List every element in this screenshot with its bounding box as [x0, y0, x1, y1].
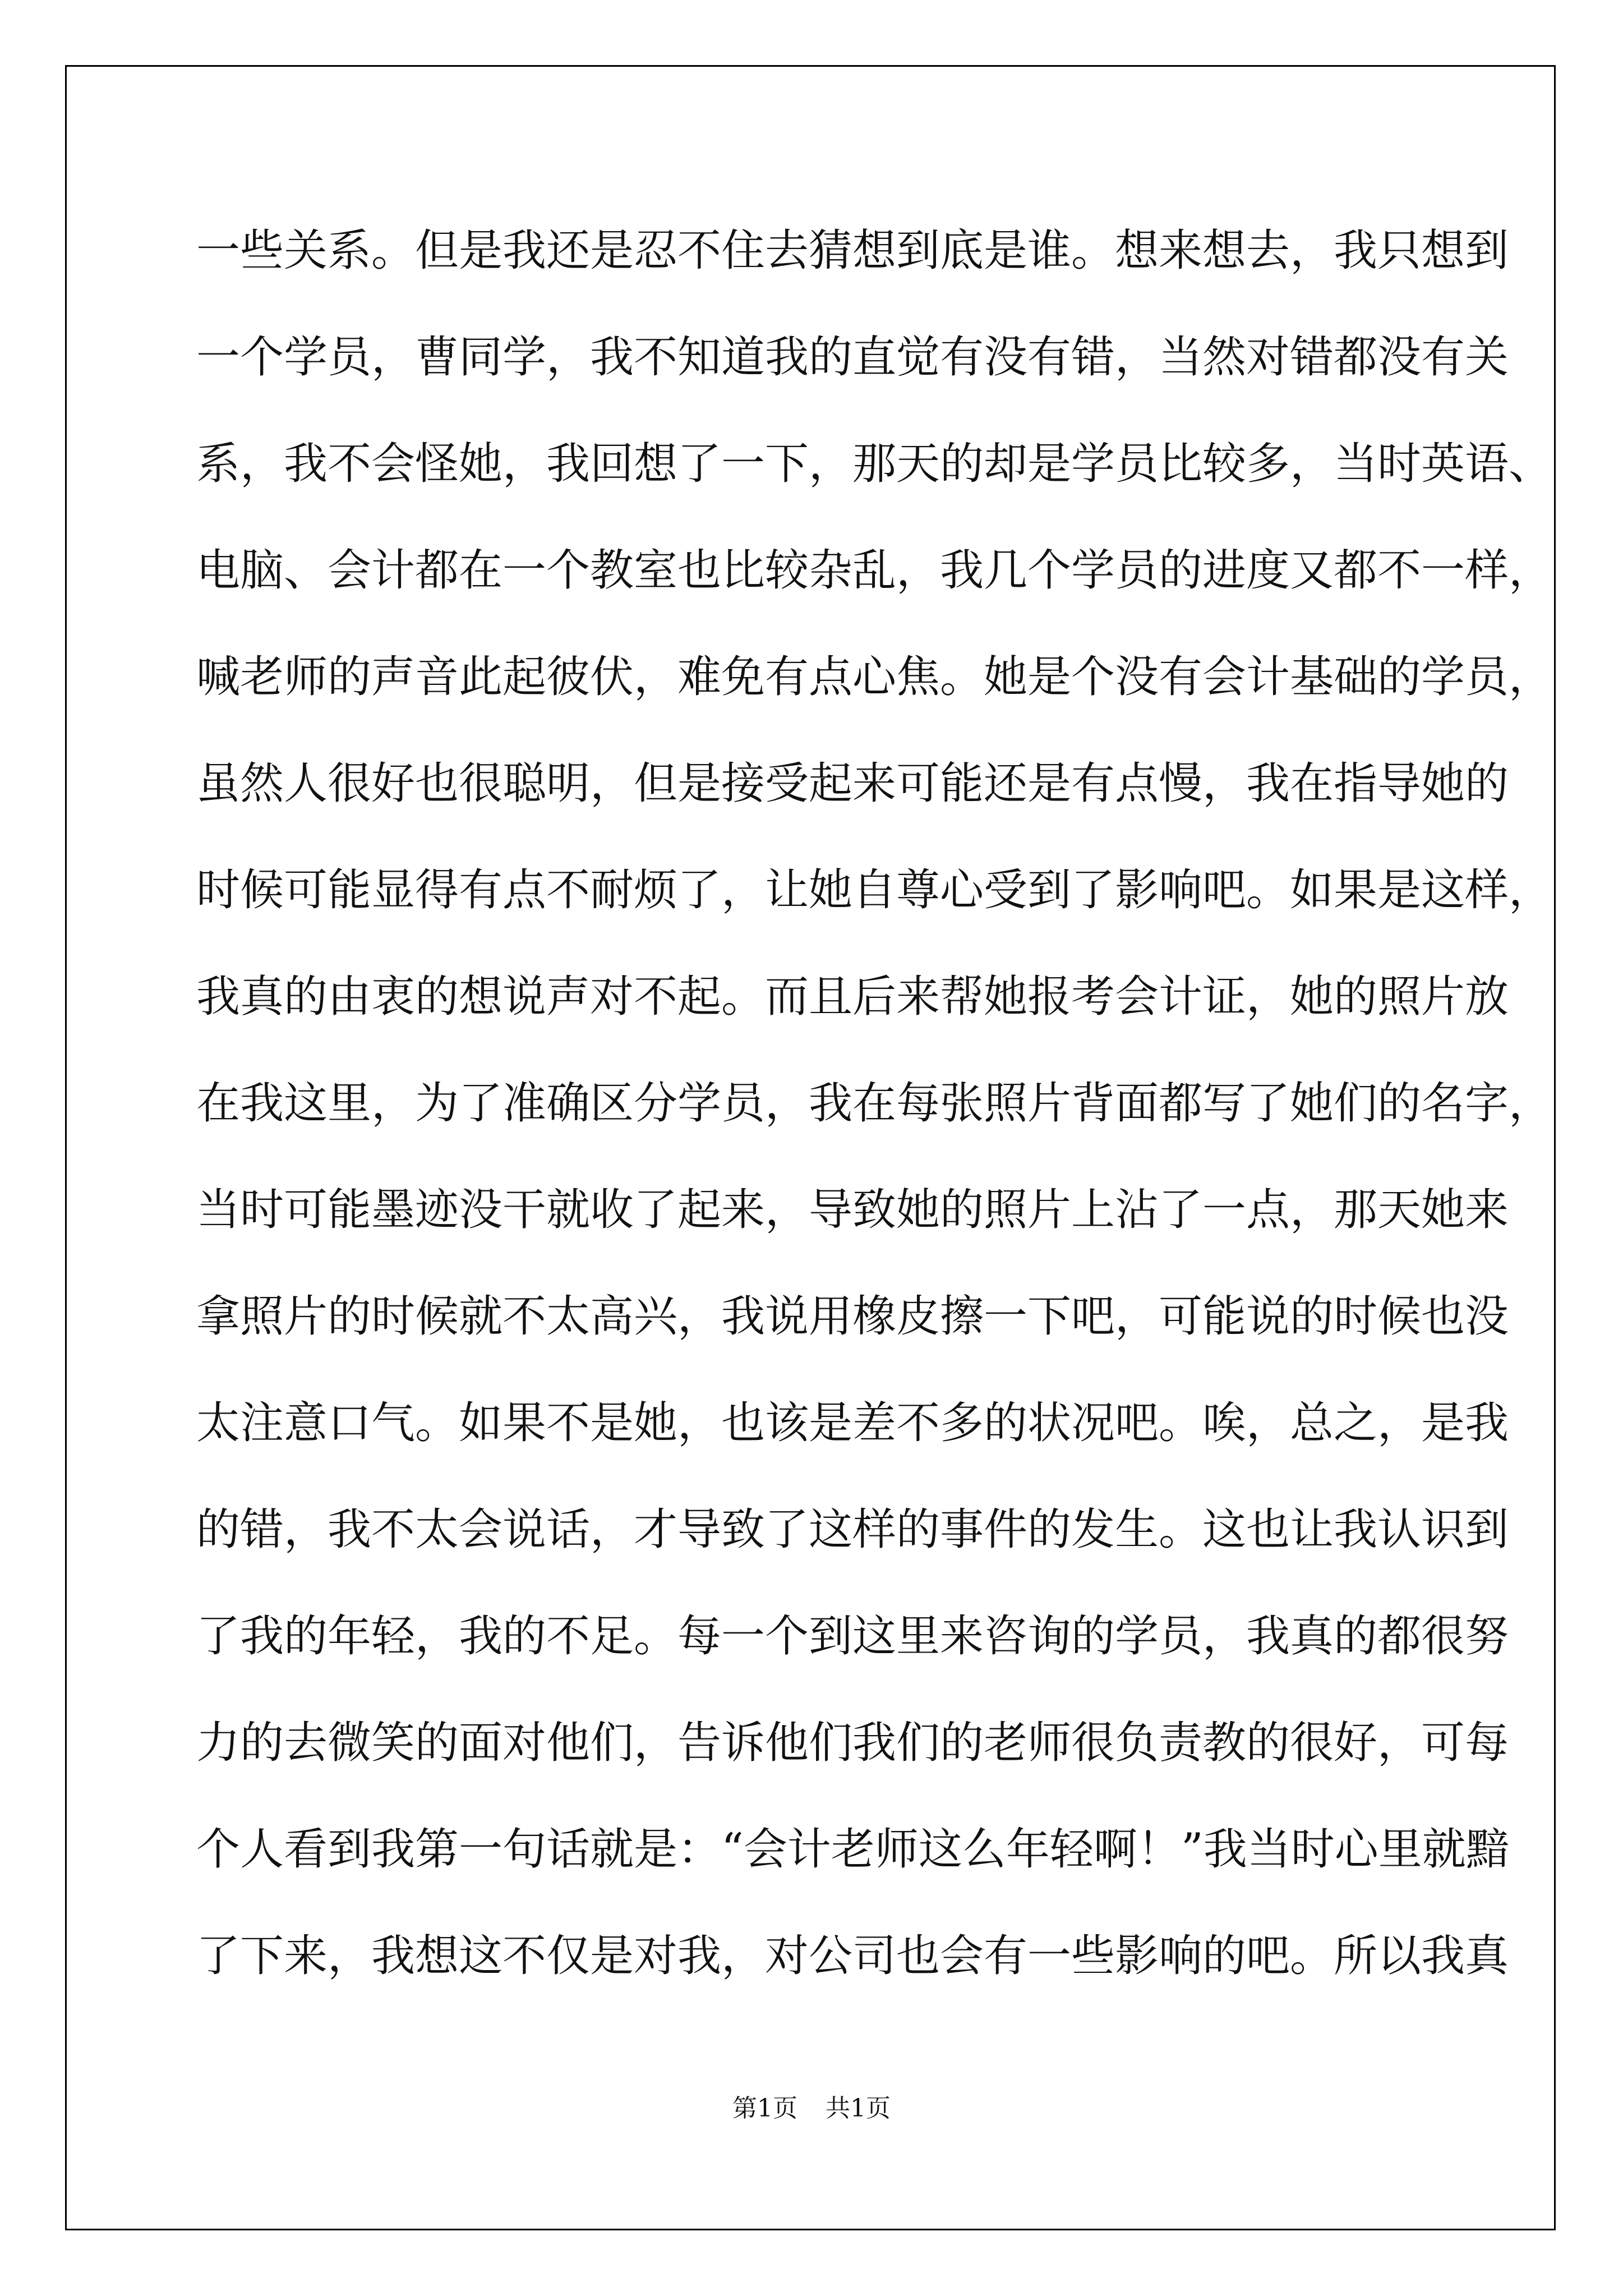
text-line: 的错，我不太会说话，才导致了这样的事件的发生。这也让我认识到 [196, 1504, 1509, 1555]
text-line: 虽然人很好也很聪明，但是接受起来可能还是有点慢，我在指导她的 [196, 758, 1509, 809]
text-line: 系，我不会怪她，我回想了一下，那天的却是学员比较多，当时英语、 [196, 439, 1553, 489]
text-line: 时候可能显得有点不耐烦了，让她自尊心受到了影响吧。如果是这样， [196, 865, 1553, 915]
text-line: 太注意口气。如果不是她，也该是差不多的状况吧。唉，总之，是我 [196, 1398, 1509, 1448]
text-line: 了下来，我想这不仅是对我，对公司也会有一些影响的吧。所以我真 [196, 1931, 1509, 1981]
page-number: 第1页 [732, 2094, 797, 2123]
text-line: 一些关系。但是我还是忍不住去猜想到底是谁。想来想去，我只想到 [196, 226, 1509, 276]
text-line: 当时可能墨迹没干就收了起来，导致她的照片上沾了一点，那天她来 [196, 1185, 1509, 1235]
text-line: 个人看到我第一句话就是：“会计老师这么年轻啊！”我当时心里就黯 [196, 1824, 1510, 1875]
text-line: 喊老师的声音此起彼伏，难免有点心焦。她是个没有会计基础的学员， [196, 652, 1553, 702]
page-total: 共1页 [826, 2094, 891, 2123]
document-body [196, 220, 1553, 2032]
text-line: 一个学员，曹同学，我不知道我的直觉有没有错，当然对错都没有关 [196, 332, 1509, 383]
text-line: 了我的年轻，我的不足。每一个到这里来咨询的学员，我真的都很努 [196, 1611, 1509, 1662]
text-line: 拿照片的时候就不太高兴，我说用橡皮擦一下吧，可能说的时候也没 [196, 1291, 1509, 1342]
text-line: 电脑、会计都在一个教室也比较杂乱，我几个学员的进度又都不一样， [196, 545, 1553, 596]
page-footer [0, 2088, 1623, 2124]
text-line: 我真的由衷的想说声对不起。而且后来帮她报考会计证，她的照片放 [196, 972, 1509, 1022]
text-line: 在我这里，为了准确区分学员，我在每张照片背面都写了她们的名字， [196, 1078, 1553, 1129]
text-line: 力的去微笑的面对他们，告诉他们我们的老师很负责教的很好，可每 [196, 1718, 1509, 1768]
